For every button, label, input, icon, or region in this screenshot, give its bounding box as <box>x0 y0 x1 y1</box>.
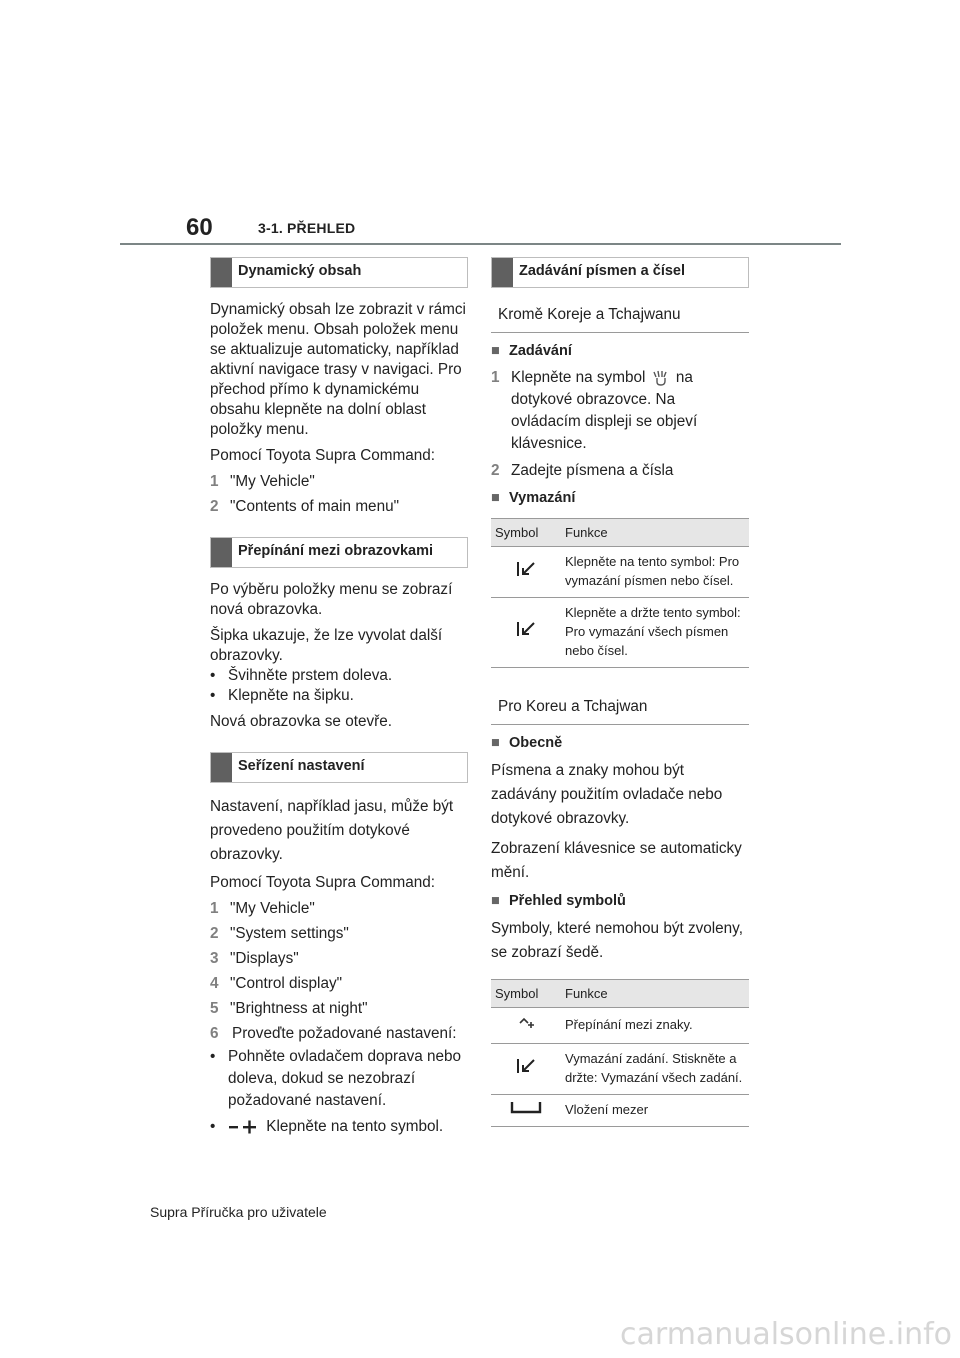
table-cell-function: Přepínání mezi znaky. <box>561 1008 749 1044</box>
region-label: Pro Koreu a Tchajwan <box>491 688 749 725</box>
region-label: Kromě Koreje a Tchajwanu <box>491 296 749 333</box>
bullet-item <box>210 1116 468 1138</box>
step-item <box>210 472 468 492</box>
symbol-overview-table <box>491 979 749 1127</box>
section-heading-switch-screens <box>210 537 468 568</box>
step-number: 6 <box>210 1025 219 1042</box>
paragraph: Nová obrazovka se otevře. <box>210 713 392 730</box>
square-bullet-icon: ■ <box>491 343 500 359</box>
subheading-text: Obecně <box>509 735 563 751</box>
subheading-entry <box>491 343 749 359</box>
subheading-text: Přehled symbolů <box>509 893 626 909</box>
delete-icon <box>515 620 537 638</box>
bullet-dot: • <box>210 687 216 704</box>
subheading-delete <box>491 490 749 506</box>
step-item <box>491 367 749 455</box>
bullet-item <box>210 1046 468 1112</box>
step-number: 1 <box>210 473 219 490</box>
step-number: 3 <box>210 950 219 967</box>
bullet-item <box>210 686 468 706</box>
step-item <box>210 899 468 919</box>
section-heading-text: Přepínání mezi obrazovkami <box>238 543 434 559</box>
step-item <box>491 460 749 482</box>
bullet-dot: • <box>210 1048 216 1065</box>
table-cell-function: Vymazání zadání. Stiskněte a držte: Vymazání všech zadání. <box>561 1044 749 1095</box>
table-row <box>491 1008 749 1044</box>
table-row <box>491 598 749 668</box>
section-heading-text: Zadávání písmen a čísel <box>519 263 686 279</box>
step-text-post: na dotykové obrazovce. Na ovládacím displeji se objeví klávesnice. <box>511 369 698 452</box>
step-text: Zadejte písmena a čísla <box>511 462 674 479</box>
paragraph: Po výběru položky menu se zobrazí nová obrazovka. <box>210 581 453 618</box>
step-item <box>210 1024 468 1044</box>
step-number: 2 <box>491 462 500 479</box>
step-text: "System settings" <box>230 925 349 942</box>
step-number: 1 <box>491 369 500 386</box>
step-text: "Control display" <box>230 975 343 992</box>
table-cell-function: Klepněte a držte tento symbol: Pro vymazání všech písmen nebo čísel. <box>561 598 749 668</box>
step-text-with-icon <box>511 367 749 455</box>
step-number: 4 <box>210 975 219 992</box>
bullet-text: Pohněte ovladačem doprava nebo doleva, dokud se nezobrazí požadované nastavení. <box>228 1048 462 1109</box>
square-bullet-icon: ■ <box>491 735 500 751</box>
step-item <box>210 949 468 969</box>
paragraph: Nastavení, například jasu, může být provedeno použitím dotykové obrazovky. <box>210 798 454 863</box>
watermark-text: carmanualsonline.info <box>620 1317 952 1352</box>
switch-chars-icon <box>515 1013 537 1031</box>
footer-text: Supra Příručka pro uživatele <box>150 1204 327 1220</box>
bullet-text: Klepněte na tento symbol. <box>266 1118 444 1135</box>
bullet-dot: • <box>210 1118 216 1135</box>
subheading-text: Vymazání <box>509 490 576 506</box>
section-heading-adjust-settings <box>210 752 468 783</box>
subheading-text: Zadávání <box>509 343 572 359</box>
step-item <box>210 999 468 1019</box>
bullet-item <box>210 666 468 686</box>
step-text: "My Vehicle" <box>230 900 315 917</box>
step-number: 5 <box>210 1000 219 1017</box>
paragraph: Symboly, které nemohou být zvoleny, se zobrazí šedě. <box>491 920 743 961</box>
table-cell-function: Klepněte na tento symbol: Pro vymazání písmen nebo čísel. <box>561 547 749 598</box>
space-icon <box>510 1100 542 1114</box>
header-rule <box>120 243 841 245</box>
square-bullet-icon: ■ <box>491 490 500 506</box>
bullet-dot: • <box>210 667 216 684</box>
section-heading-letters-numbers <box>491 257 749 288</box>
col-header-function: Funkce <box>561 980 749 1008</box>
paragraph: Dynamický obsah lze zobrazit v rámci položek menu. Obsah položek menu se aktualizuje automaticky, například aktivní navigace trasy v navigaci. Pro přechod přímo k dynamickému obsahu klepněte na dolní oblast položky menu. <box>210 301 466 438</box>
delete-icon <box>515 560 537 578</box>
delete-symbols-table <box>491 518 749 668</box>
step-item <box>210 974 468 994</box>
minus-plus-icon <box>228 1119 262 1135</box>
step-number: 2 <box>210 925 219 942</box>
delete-icon <box>515 1057 537 1075</box>
col-header-symbol: Symbol <box>491 519 561 547</box>
page-number: 60 <box>186 214 213 241</box>
step-number: 1 <box>210 900 219 917</box>
step-text-pre: Klepněte na symbol <box>511 369 646 386</box>
section-heading-text: Dynamický obsah <box>238 263 362 279</box>
bullet-text-with-icon <box>228 1116 468 1138</box>
step-number: 2 <box>210 498 219 515</box>
paragraph: Pomocí Toyota Supra Command: <box>210 447 436 464</box>
step-text: "My Vehicle" <box>230 473 315 490</box>
bullet-text: Švihněte prstem doleva. <box>228 667 393 684</box>
table-cell-function: Vložení mezer <box>561 1095 749 1127</box>
table-row <box>491 547 749 598</box>
table-row <box>491 1095 749 1127</box>
col-header-symbol: Symbol <box>491 980 561 1008</box>
table-header-row <box>491 980 749 1008</box>
square-bullet-icon: ■ <box>491 893 500 909</box>
paragraph: Šipka ukazuje, že lze vyvolat další obrazovky. <box>210 627 443 664</box>
paragraph: Zobrazení klávesnice se automaticky mění. <box>491 840 742 881</box>
right-column <box>491 257 749 1137</box>
step-text: "Contents of main menu" <box>230 498 400 515</box>
step-text: "Brightness at night" <box>230 1000 368 1017</box>
subheading-general <box>491 735 749 751</box>
chapter-title: 3-1. PŘEHLED <box>258 220 356 236</box>
keyboard-touch-icon <box>650 369 672 387</box>
table-row <box>491 1044 749 1095</box>
step-text: Proveďte požadované nastavení: <box>232 1025 457 1042</box>
paragraph: Písmena a znaky mohou být zadávány použitím ovladače nebo dotykové obrazovky. <box>491 762 723 827</box>
step-text: "Displays" <box>230 950 299 967</box>
section-heading-text: Seřízení nastavení <box>238 758 365 774</box>
step-item <box>210 497 468 517</box>
section-heading-dynamic-content <box>210 257 468 288</box>
bullet-text: Klepněte na šipku. <box>228 687 354 704</box>
left-column <box>210 257 468 1138</box>
subheading-symbol-overview <box>491 893 749 909</box>
col-header-function: Funkce <box>561 519 749 547</box>
step-item <box>210 924 468 944</box>
table-header-row <box>491 519 749 547</box>
paragraph: Pomocí Toyota Supra Command: <box>210 874 436 891</box>
